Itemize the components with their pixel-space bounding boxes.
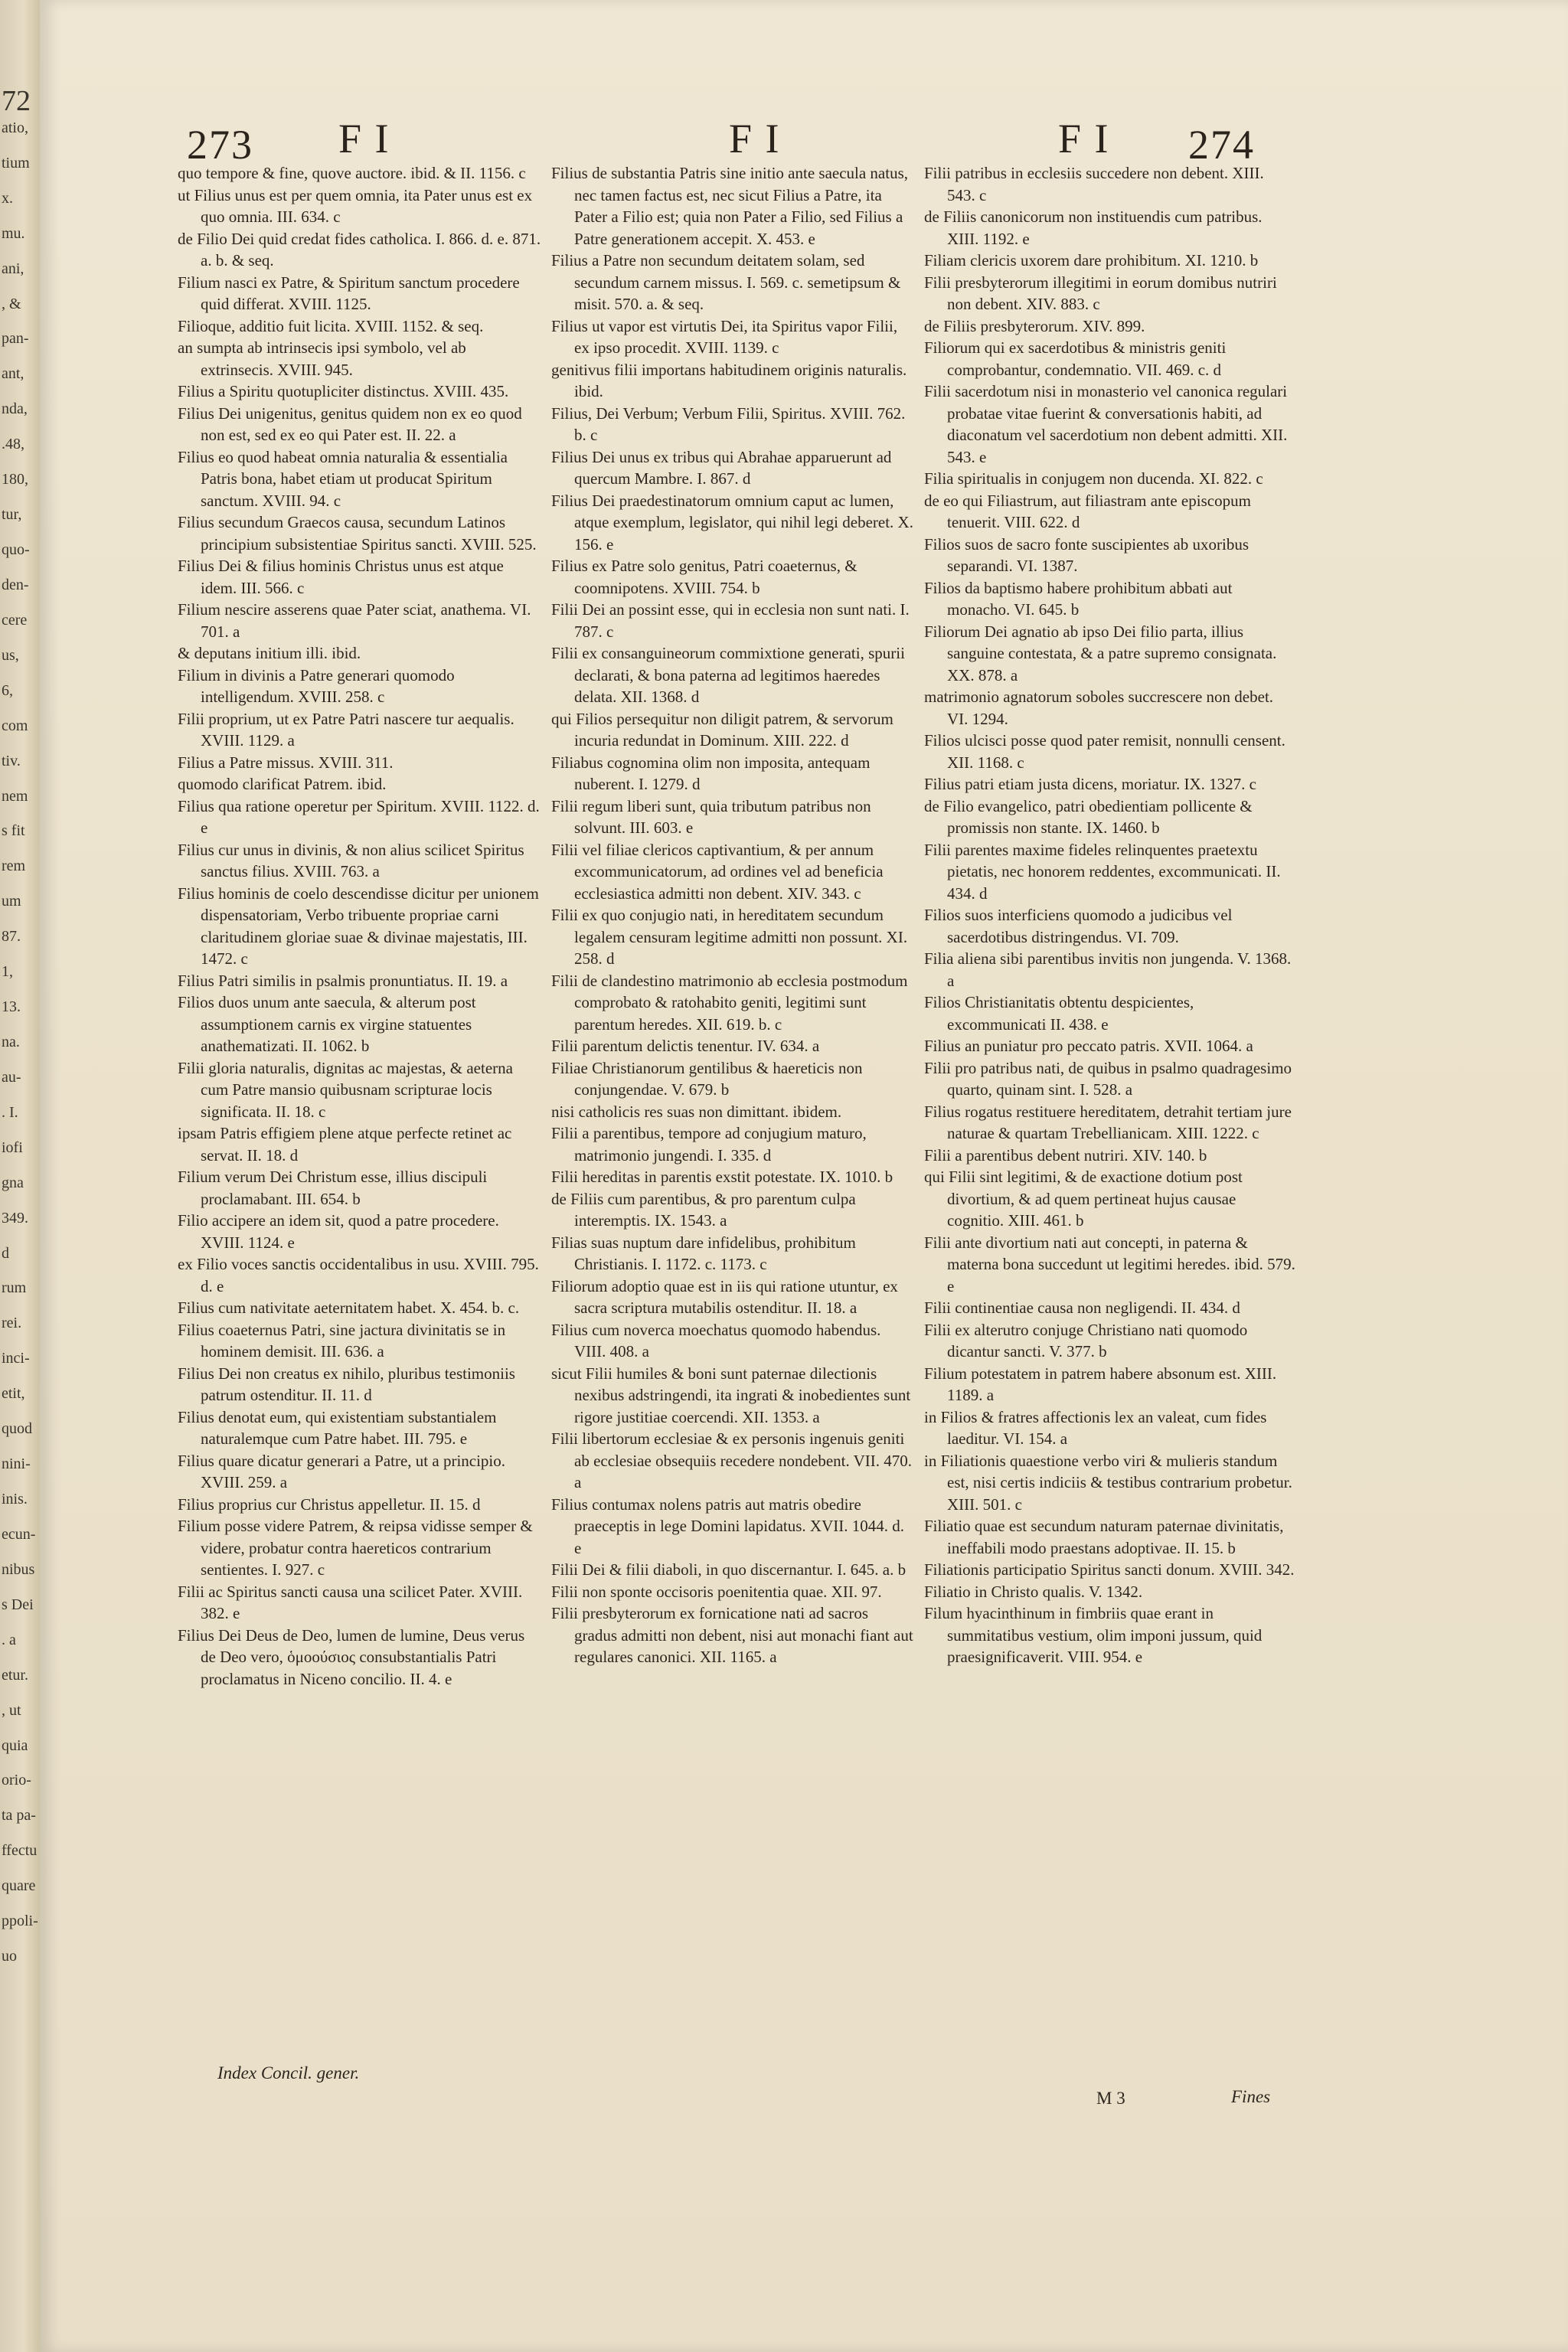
spine-fragment: orio- [2, 1772, 31, 1788]
spine-fragment: nem [2, 788, 28, 805]
index-entry: Filii non sponte occisoris poenitentia quae. XII. 97. [551, 1582, 882, 1601]
index-entry: matrimonio agnatorum soboles succrescere non debet. VI. 1294. [924, 688, 1274, 728]
index-entry: de Filio Dei quid credat fides catholica. I. 866. d. e. 871. a. b. & seq. [178, 229, 541, 270]
spine-fragment: etur. [2, 1667, 28, 1684]
index-entry: Filii parentum delictis tenentur. IV. 634. a [551, 1037, 820, 1055]
index-entry: Filius hominis de coelo descendisse dicitur per unionem dispensatoriam, Verbo tribuente propriae carni claritudinem gloriae suae & divinae majestatis, III. 1472. c [178, 884, 539, 968]
index-entry: de eo qui Filiastrum, aut filiastram ante episcopum tenuerit. VIII. 622. d [924, 491, 1251, 531]
index-entry: Filius quare dicatur generari a Patre, ut a principio. XVIII. 259. a [178, 1451, 506, 1491]
index-entry: Filius ex Patre solo genitus, Patri coaeternus, & coomnipotens. XVIII. 754. b [551, 557, 858, 597]
spine-fragment: mu. [2, 225, 25, 242]
spine-fragment: rei. [2, 1315, 22, 1331]
index-entry: Filium nescire asserens quae Pater sciat, anathema. VI. 701. a [178, 600, 531, 641]
spine-fragment: pan- [2, 330, 29, 347]
index-entry: Filius Dei praedestinatorum omnium caput ac lumen, atque exemplum, legislator, qui nihil legi deberet. X. 156. e [551, 491, 913, 554]
spine-fragment: com [2, 717, 28, 734]
spine-fragment: ta pa- [2, 1807, 36, 1824]
index-entry: Filii sacerdotum nisi in monasterio vel canonica regulari probatae vitae fuerint & conversationis habiti, ad diaconatum vel sacerdotium non debent admitti. XII. 543. e [924, 382, 1288, 466]
index-entry: Filius rogatus restituere hereditatem, detrahit tertiam jure naturae & quartam Trebellianicam. XIII. 1222. c [924, 1102, 1292, 1142]
index-entry: Filium posse videre Patrem, & reipsa vidisse semper & videre, probatur contra haereticos contrarium sentientes. I. 927. c [178, 1517, 533, 1579]
index-entry: Filiam clericis uxorem dare prohibitum. XI. 1210. b [924, 251, 1259, 270]
index-entry: Filio accipere an idem sit, quod a patre procedere. XVIII. 1124. e [178, 1211, 499, 1252]
spine-fragment: nda, [2, 400, 28, 417]
index-entry: quo tempore & fine, quove auctore. ibid. & II. 1156. c [178, 164, 526, 182]
index-entry: Filii Dei & filii diaboli, in quo discernantur. I. 645. a. b [551, 1560, 906, 1579]
index-entry: Filius a Patre missus. XVIII. 311. [178, 753, 394, 772]
index-entry: Filiorum Dei agnatio ab ipso Dei filio parta, illius sanguine contestata, & a patre supremo consignata. XX. 878. a [924, 622, 1277, 684]
index-entry: Filii gloria naturalis, dignitas ac majestas, & aeterna cum Patre mansio quibusnam scripturae locis significata. II. 18. c [178, 1058, 513, 1121]
index-entry: nisi catholicis res suas non dimittant. ibidem. [551, 1102, 842, 1121]
index-entry: ipsam Patris effigiem plene atque perfecte retinet ac servat. II. 18. d [178, 1124, 512, 1165]
index-entry: Filiatio quae est secundum naturam paternae divinitatis, ineffabili modo praestans adoptivae. II. 15. b [924, 1517, 1284, 1557]
index-entry: Filii ex alterutro conjuge Christiano nati quomodo dicantur sancti. V. 377. b [924, 1320, 1248, 1361]
index-entry: & deputans initium illi. ibid. [178, 644, 361, 662]
index-entry: Filios suos interficiens quomodo a judicibus vel sacerdotibus distringendus. VI. 709. [924, 906, 1233, 946]
spine-fragment: tiv. [2, 753, 21, 769]
index-entry: qui Filii sint legitimi, & de exactione dotium post divortium, & ad quem pertineat hujus causae cognitio. XIII. 461. b [924, 1168, 1243, 1230]
index-entry: Filii hereditas in parentis exstit potestate. IX. 1010. b [551, 1168, 893, 1186]
index-entry: Filii a parentibus, tempore ad conjugium maturo, matrimonio jungendi. I. 335. d [551, 1124, 867, 1165]
spine-fragment: 180, [2, 471, 28, 488]
index-entry: Filius a Patre non secundum deitatem solam, sed secundum carnem missus. I. 569. c. semetipsum & misit. 570. a. & seq. [551, 251, 901, 313]
index-entry: Filia spiritualis in conjugem non ducenda. XI. 822. c [924, 469, 1263, 488]
index-entry: Filii Dei an possint esse, qui in ecclesia non sunt nati. I. 787. c [551, 600, 910, 641]
spine-fragment: rem [2, 858, 26, 874]
spine-fragment: iofi [2, 1139, 23, 1156]
index-entry: Filius coaeternus Patri, sine jactura divinitatis se in hominem demisit. III. 636. a [178, 1320, 506, 1361]
spine-fragment: inci- [2, 1350, 30, 1367]
spine-fragment: 6, [2, 682, 13, 699]
spine-fragment: tium [2, 155, 30, 172]
index-entry: Filius Dei non creatus ex nihilo, pluribus testimoniis patrum ostenditur. II. 11. d [178, 1364, 515, 1404]
index-entry: Filii pro patribus nati, de quibus in psalmo quadragesimo quarto, quinam sint. I. 528. a [924, 1058, 1292, 1099]
spine-fragment: uo [2, 1948, 17, 1965]
index-entry: Filius Dei unus ex tribus qui Abrahae apparuerunt ad quercum Mambre. I. 867. d [551, 447, 892, 488]
spine-fragment: nibus [2, 1561, 35, 1578]
index-entry: in Filios & fratres affectionis lex an valeat, cum fides laeditur. VI. 154. a [924, 1407, 1267, 1448]
index-entry: de Filio evangelico, patri obedientiam pollicente & promissis non stante. IX. 1460. b [924, 796, 1253, 837]
spine-fragment: cere [2, 612, 28, 629]
spine-fragment: nini- [2, 1455, 31, 1472]
spine-fragment: au- [2, 1069, 21, 1086]
spine-fragment: quia [2, 1737, 28, 1754]
spine-fragment: quod [2, 1420, 32, 1437]
index-entry: ex Filio voces sanctis occidentalibus in usu. XVIII. 795. d. e [178, 1255, 539, 1295]
spine-fragment: 13. [2, 998, 21, 1015]
left-page-number: 273 [187, 122, 253, 168]
catchword: Fines [1231, 2087, 1271, 2106]
index-entry: Filiationis participatio Spiritus sancti donum. XVIII. 342. [924, 1560, 1295, 1579]
index-entry: Filium potestatem in patrem habere absonum est. XIII. 1189. a [924, 1364, 1277, 1404]
spine-fragment: etit, [2, 1385, 25, 1402]
index-entry: Filium verum Dei Christum esse, illius discipuli proclamabant. III. 654. b [178, 1168, 488, 1208]
index-entry: Filius an puniatur pro peccato patris. XVII. 1064. a [924, 1037, 1253, 1055]
index-entry: Filii parentes maxime fideles relinquentes praetextu pietatis, nec honorem reddentes, excommunicati. II. 434. d [924, 840, 1281, 903]
index-entry: Filii de clandestino matrimonio ab ecclesia postmodum comprobato & ratohabito geniti, legitimi sunt parentum heredes. XII. 619. b. c [551, 971, 908, 1034]
index-entry: Filios duos unum ante saecula, & alterum post assumptionem carnis ex virgine statuentes anathematizati. II. 1062. b [178, 993, 476, 1055]
spine-fragment: 349. [2, 1210, 28, 1227]
spine-fragment: um [2, 893, 21, 910]
spine-fragment: 1, [2, 963, 13, 980]
index-entry: genitivus filii importans habitudinem originis naturalis. ibid. [551, 360, 907, 400]
index-entry: Filius Dei & filius hominis Christus unus est atque idem. III. 566. c [178, 557, 504, 597]
index-entry: Filii presbyterorum illegitimi in eorum domibus nutriri non debent. XIV. 883. c [924, 273, 1277, 313]
spine-fragment: x. [2, 190, 13, 207]
spine-fragment: .48, [2, 436, 24, 452]
index-entry: Filius qua ratione operetur per Spiritum. XVIII. 1122. d. e [178, 796, 540, 837]
index-entry: Filios suos de sacro fonte suscipientes ab uxoribus separandi. VI. 1387. [924, 534, 1250, 575]
index-entry: ut Filius unus est per quem omnia, ita Pater unus est ex quo omnia. III. 634. c [178, 185, 533, 226]
index-entry: Filius ut vapor est virtutis Dei, ita Spiritus vapor Filii, ex ipso procedit. XVIII. 1139. c [551, 316, 898, 357]
index-entry: Filios da baptismo habere prohibitum abbati aut monacho. VI. 645. b [924, 578, 1233, 619]
footer-title: Index Concil. gener. [217, 2063, 360, 2082]
index-entry: Filiatio in Christo qualis. V. 1342. [924, 1582, 1143, 1601]
index-entry: Filius cum nativitate aeternitatem habet. X. 454. b. c. [178, 1298, 520, 1317]
spine-fragment: . a [2, 1632, 16, 1648]
index-entry: Filioque, additio fuit licita. XVIII. 1152. & seq. [178, 316, 484, 335]
spine-fragment: tur, [2, 506, 22, 523]
index-entry: sicut Filii humiles & boni sunt paternae dilectionis nexibus adstringendi, ita ingrati & inobedientes sunt rigore justitiae coercendi. XII. 1353. a [551, 1364, 911, 1426]
index-entry: Filius cur unus in divinis, & non alius scilicet Spiritus sanctus filius. XVIII. 763. a [178, 840, 524, 880]
index-entry: Filum hyacinthinum in fimbriis quae erant in summitatibus vestium, olim imponi jussum, quid praesignificaverit. VIII. 954. e [924, 1604, 1263, 1666]
spine-fragment: ecun- [2, 1526, 36, 1543]
index-entry: Filiorum qui ex sacerdotibus & ministris geniti comprobantur, condemnatio. VII. 469. c. d [924, 338, 1227, 379]
index-entry: Filii a parentibus debent nutriri. XIV. 140. b [924, 1145, 1207, 1165]
index-entry: Filiabus cognomina olim non imposita, antequam nuberent. I. 1279. d [551, 753, 871, 793]
book-page [40, 0, 1568, 2352]
index-entry: in Filiationis quaestione verbo viri & mulieris standum est, nisi certis indiciis & testibus contrarium probetur. XIII. 501. c [924, 1451, 1292, 1514]
spine-fragment: . I. [2, 1104, 18, 1121]
spine-fragment: ppoli- [2, 1913, 38, 1929]
index-entry: Filias suas nuptum dare infidelibus, prohibitum Christianis. I. 1172. c. 1173. c [551, 1233, 856, 1273]
index-entry: Filios ulcisci posse quod pater remisit, nonnulli censent. XII. 1168. c [924, 731, 1285, 772]
spine-fragment: den- [2, 577, 29, 593]
spine-fragment: , ut [2, 1702, 21, 1719]
index-entry: Filii ante divortium nati aut concepti, in paterna & materna bona succedunt ut legitimi heredes. ibid. 579. e [924, 1233, 1295, 1295]
signature-mark: M 3 [1096, 2089, 1125, 2108]
index-entry: Filii continentiae causa non negligendi. II. 434. d [924, 1298, 1240, 1317]
index-entry: Filii ex quo conjugio nati, in hereditatem secundum legalem censuram legitime admitti non possunt. XI. 258. d [551, 906, 908, 968]
index-entry: Filii libertorum ecclesiae & ex personis ingenuis geniti ab ecclesiae obsequiis recedere nondebent. VII. 470. a [551, 1429, 913, 1491]
index-column-3 [924, 162, 1295, 2107]
index-column-1 [178, 162, 541, 2107]
spine-fragment: quare [2, 1877, 36, 1894]
adjacent-page-edge [0, 0, 40, 2352]
index-entry: Filius Dei Deus de Deo, lumen de lumine, Deus verus de Deo vero, ὁμοούσιος consubstantialis Patri proclamatus in Niceno concilio. II. 4. e [178, 1625, 525, 1688]
spine-fragment: atio, [2, 119, 28, 136]
index-entry: Filium in divinis a Patre generari quomodo intelligendum. XVIII. 258. c [178, 665, 455, 706]
index-entry: Filii ex consanguineorum commixtione generati, spurii declarati, & bona paterna ad legitimos haeredes delata. XII. 1368. d [551, 644, 905, 706]
right-running-head: F I [1058, 116, 1110, 162]
index-entry: Filius denotat eum, qui existentiam substantialem naturalemque cum Patre habet. III. 795. e [178, 1407, 497, 1448]
left-running-head: F I [338, 116, 390, 162]
index-entry: de Filiis presbyterorum. XIV. 899. [924, 316, 1145, 335]
spine-fragment: 87. [2, 928, 21, 945]
index-entry: Filius patri etiam justa dicens, moriatur. IX. 1327. c [924, 775, 1256, 793]
index-entry: Filius contumax nolens patris aut matris obedire praeceptis in lege Domini lapidatus. XVII. 1044. d. e [551, 1494, 904, 1557]
index-entry: Filius proprius cur Christus appelletur. II. 15. d [178, 1494, 481, 1514]
index-entry: Filii regum liberi sunt, quia tributum patribus non solvunt. III. 603. e [551, 796, 871, 837]
index-entry: Filios Christianitatis obtentu despicientes, excommunicati II. 438. e [924, 993, 1194, 1034]
spine-fragment: d [2, 1245, 9, 1262]
page-header [40, 115, 1568, 168]
spine-fragment: us, [2, 647, 19, 664]
index-entry: Filius cum noverca moechatus quomodo habendus. VIII. 408. a [551, 1320, 881, 1361]
spine-fragment: ani, [2, 260, 24, 277]
index-entry: de Filiis canonicorum non instituendis cum patribus. XIII. 1192. e [924, 207, 1263, 248]
index-entry: de Filiis cum parentibus, & pro parentum culpa interemptis. IX. 1543. a [551, 1189, 856, 1230]
index-entry: Filius de substantia Patris sine initio ante saecula natus, nec tamen factus est, nec sicut Filius a Patre, ita Pater a Filio est; quia non Pater a Filio, sed Filius a Patre generationem accepit. X. 453. e [551, 164, 909, 248]
index-entry: Filii vel filiae clericos captivantium, & per annum excommunicatorum, ad ordines vel ad beneficia ecclesiastica admitti non debent. XIV. 343. c [551, 840, 884, 903]
spine-fragment: s fit [2, 822, 25, 839]
spine-fragment: gna [2, 1174, 24, 1191]
index-entry: Filius, Dei Verbum; Verbum Filii, Spiritus. XVIII. 762. b. c [551, 403, 906, 444]
center-running-head: F I [729, 116, 781, 162]
index-entry: qui Filios persequitur non diligit patrem, & servorum incuria redundat in Dominum. XIII. 222. d [551, 709, 893, 750]
spine-fragment: ffectu [2, 1842, 38, 1859]
index-entry: quomodo clarificat Patrem. ibid. [178, 775, 387, 793]
right-page-number: 274 [1188, 122, 1255, 168]
index-entry: Filius a Spiritu quotupliciter distinctus. XVIII. 435. [178, 382, 509, 400]
index-entry: Filius eo quod habeat omnia naturalia & essentialia Patris bona, habet etiam ut producat Spiritum sanctum. XVIII. 94. c [178, 447, 508, 510]
index-entry: Filius Patri similis in psalmis pronuntiatus. II. 19. a [178, 971, 508, 990]
index-entry: Filii presbyterorum ex fornicatione nati ad sacros gradus admitti non debent, nisi aut monachi fiant aut regulares canonici. XII. 1165. a [551, 1604, 913, 1666]
index-entry: Filiorum adoptio quae est in iis qui ratione utuntur, ex sacra scriptura mutabilis ostenditur. II. 18. a [551, 1276, 898, 1317]
index-entry: Filius Dei unigenitus, genitus quidem non ex eo quod non est, sed ex eo qui Pater est. II. 22. a [178, 403, 522, 444]
spine-fragment: s Dei [2, 1596, 34, 1613]
spine-fragment: ant, [2, 365, 24, 382]
spine-fragment: na. [2, 1034, 20, 1050]
index-entry: Filia aliena sibi parentibus invitis non jungenda. V. 1368. a [924, 949, 1292, 990]
spine-fragment: inis. [2, 1491, 28, 1508]
index-entry: Filii ac Spiritus sancti causa una scilicet Pater. XVIII. 382. e [178, 1582, 523, 1622]
index-entry: Filii patribus in ecclesiis succedere non debent. XIII. 543. c [924, 164, 1264, 204]
index-entry: Filii proprium, ut ex Patre Patri nascere tur aequalis. XVIII. 1129. a [178, 709, 514, 750]
index-entry: an sumpta ab intrinsecis ipsi symbolo, vel ab extrinsecis. XVIII. 945. [178, 338, 466, 379]
index-column-2 [551, 162, 915, 2107]
index-entry: Filiae Christianorum gentilibus & haereticis non conjungendae. V. 679. b [551, 1058, 863, 1099]
spine-fragment: 72 [2, 85, 31, 117]
spine-fragment: quo- [2, 541, 30, 558]
spine-fragment: rum [2, 1279, 27, 1296]
index-entry: Filium nasci ex Patre, & Spiritum sanctum procedere quid differat. XVIII. 1125. [178, 273, 520, 313]
spine-fragment: , & [2, 296, 21, 312]
index-entry: Filius secundum Graecos causa, secundum Latinos principium subsistentiae Spiritus sancti. XVIII. 525. [178, 513, 537, 554]
